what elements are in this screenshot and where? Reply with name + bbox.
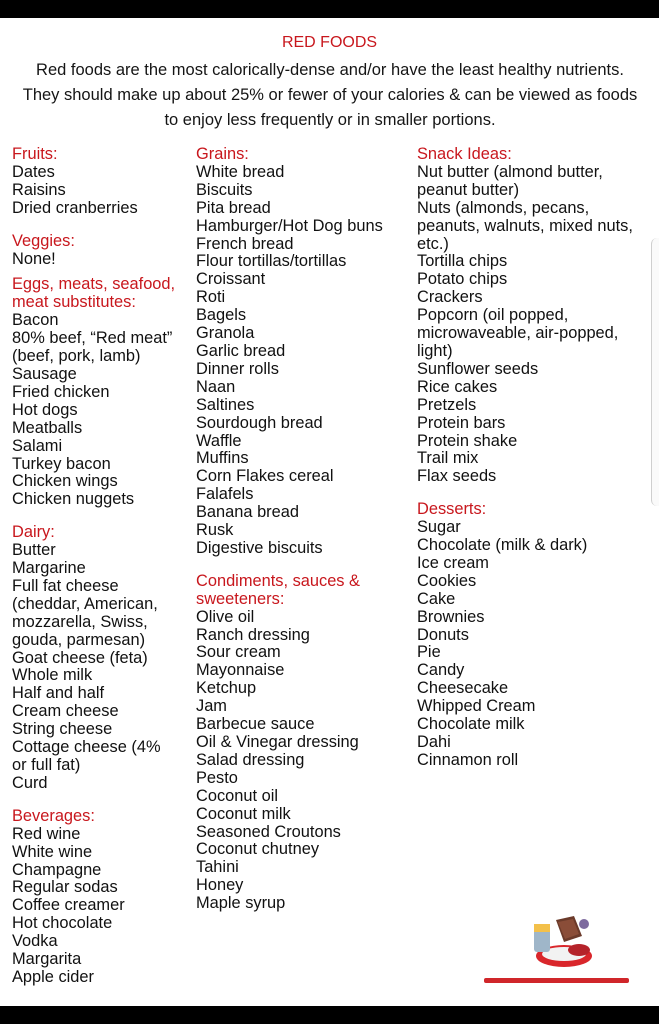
list-item: Butter [12, 541, 56, 560]
list-item: Flour tortillas/tortillas [196, 252, 347, 271]
page-title: RED FOODS [281, 34, 378, 51]
section-grains [196, 146, 416, 558]
list-item: Rice cakes [417, 377, 498, 396]
list-item: Turkey bacon [12, 454, 111, 473]
list-item: Jam [196, 697, 227, 716]
list-item: Bacon [12, 311, 59, 330]
food-plate-icon [524, 906, 596, 972]
list-item: Cinnamon roll [417, 750, 519, 769]
list-item: Digestive biscuits [196, 538, 323, 557]
section-desserts [417, 501, 657, 770]
list-item: Meatballs [12, 418, 83, 437]
list-item: Ice cream [417, 553, 489, 572]
list-item: White wine [12, 842, 93, 861]
list-item: Honey [196, 876, 244, 895]
section-heading: Eggs, meats, seafood, [12, 275, 176, 294]
list-item: Garlic bread [196, 341, 286, 360]
list-item: Hot chocolate [12, 914, 113, 933]
list-item: mozzarella, Swiss, [12, 612, 148, 631]
list-item: Pita bread [196, 198, 271, 217]
list-item: Cream cheese [12, 702, 119, 721]
list-item: Cookies [417, 571, 477, 590]
list-item: Bagels [196, 306, 247, 325]
list-item: Hot dogs [12, 400, 78, 419]
list-item: Nut butter (almond butter, [417, 162, 603, 181]
list-item: Nuts (almonds, pecans, [417, 198, 590, 217]
list-item: or full fat) [12, 756, 81, 774]
list-item: Trail mix [417, 449, 479, 468]
list-item: Dates [12, 162, 55, 181]
list-item: Champagne [12, 860, 102, 879]
list-item: Pesto [196, 768, 238, 787]
list-item: Sourdough bread [196, 413, 323, 432]
list-item: Mayonnaise [196, 661, 285, 680]
list-item: French bread [196, 234, 294, 253]
list-item: Falafels [196, 485, 254, 504]
section-heading: Dairy: [12, 523, 55, 542]
section-veggies [12, 233, 192, 269]
list-item: Cheesecake [417, 679, 509, 698]
column-3 [417, 146, 657, 770]
list-item: Seasoned Croutons [196, 822, 341, 841]
list-item: Donuts [417, 625, 469, 644]
list-item: Whipped Cream [417, 697, 536, 716]
list-item: Crackers [417, 288, 483, 307]
decorative-red-line [484, 978, 629, 983]
list-item: Chocolate milk [417, 715, 525, 734]
list-item: Cake [417, 589, 456, 608]
list-item: Maple syrup [196, 894, 286, 913]
list-item: Sunflower seeds [417, 359, 539, 378]
section-heading: Condiments, sauces & [196, 571, 360, 590]
list-item: Saltines [196, 395, 255, 414]
section-beverages [12, 808, 192, 987]
list-item: peanut butter) [417, 180, 520, 199]
list-item: Brownies [417, 607, 485, 626]
list-item: microwaveable, air-popped, [417, 324, 619, 343]
list-item: None! [12, 249, 56, 268]
list-item: Roti [196, 288, 226, 307]
list-item: 80% beef, “Red meat” [12, 329, 173, 348]
list-item: Fried chicken [12, 382, 110, 401]
list-item: Margarita [12, 950, 82, 969]
list-item: Curd [12, 773, 48, 792]
list-item: Flax seeds [417, 467, 497, 486]
bottom-bar [0, 1006, 659, 1024]
section-snack-ideas [417, 146, 657, 486]
list-item: gouda, parmesan) [12, 630, 146, 649]
list-item: Tortilla chips [417, 252, 508, 271]
list-item: Waffle [196, 431, 242, 450]
list-item: Vodka [12, 932, 58, 951]
list-item: Apple cider [12, 967, 95, 986]
section-dairy [12, 524, 192, 793]
section-eggs-meats [12, 276, 192, 509]
list-item: Chocolate (milk & dark) [417, 536, 588, 555]
list-item: Muffins [196, 449, 249, 468]
list-item: Red wine [12, 824, 81, 843]
list-item: Coffee creamer [12, 896, 125, 915]
list-item: Pie [417, 643, 441, 662]
list-item: Salami [12, 436, 63, 455]
section-condiments [196, 573, 416, 913]
list-item: Tahini [196, 858, 239, 877]
section-heading: Desserts: [417, 500, 487, 519]
list-item: Chicken wings [12, 472, 118, 491]
section-heading: Snack Ideas: [417, 145, 512, 163]
list-item: String cheese [12, 720, 113, 739]
list-item: Dinner rolls [196, 359, 279, 378]
list-item: Naan [196, 377, 236, 396]
list-item: Ketchup [196, 679, 257, 698]
list-item: Coconut chutney [196, 840, 320, 859]
list-item: Goat cheese (feta) [12, 648, 148, 667]
list-item: Regular sodas [12, 878, 118, 897]
list-item: Salad dressing [196, 750, 305, 769]
list-item: Potato chips [417, 270, 508, 289]
list-item: White bread [196, 162, 285, 181]
section-fruits [12, 146, 192, 218]
intro-paragraph: Red foods are the most calorically-dense and/or have the least healthy nutrients. They should make up about 25% or fewer of your calories & can be viewed as foods to enjoy less frequently or in smaller portions. [22, 61, 638, 129]
list-item: Croissant [196, 270, 266, 289]
top-status-bar [0, 0, 659, 18]
list-item: Popcorn (oil popped, [417, 306, 569, 325]
list-item: Coconut milk [196, 804, 291, 823]
list-item: Coconut oil [196, 786, 279, 805]
list-item: (cheddar, American, [12, 594, 158, 613]
scroll-handle[interactable] [651, 238, 659, 506]
list-item: (beef, pork, lamb) [12, 347, 141, 366]
list-item: Barbecue sauce [196, 715, 315, 734]
column-2 [196, 146, 416, 913]
list-item: Sausage [12, 364, 77, 383]
list-item: light) [417, 341, 453, 360]
list-item: Half and half [12, 684, 105, 703]
list-item: Pretzels [417, 395, 477, 414]
list-item: Sugar [417, 518, 461, 537]
list-item: Granola [196, 324, 255, 343]
section-heading: Beverages: [12, 806, 95, 825]
list-item: peanuts, walnuts, mixed nuts, [417, 216, 633, 235]
list-item: Olive oil [196, 607, 255, 626]
list-item: Dahi [417, 733, 451, 751]
list-item: Protein bars [417, 413, 506, 432]
section-heading: Grains: [196, 145, 249, 163]
list-item: Sour cream [196, 643, 281, 662]
list-item: Protein shake [417, 431, 518, 450]
section-heading: sweeteners: [196, 589, 285, 608]
list-item: Banana bread [196, 503, 299, 522]
list-item: Corn Flakes cereal [196, 467, 334, 486]
list-item: Hamburger/Hot Dog buns [196, 216, 383, 235]
list-item: Whole milk [12, 666, 93, 685]
list-item: Candy [417, 661, 465, 680]
list-item: Margarine [12, 559, 86, 578]
section-heading: meat substitutes: [12, 293, 136, 312]
list-item: Rusk [196, 521, 234, 540]
section-heading: Fruits: [12, 145, 58, 163]
list-item: etc.) [417, 234, 449, 253]
list-item: Full fat cheese [12, 576, 119, 595]
list-item: Raisins [12, 180, 66, 199]
column-1 [12, 146, 192, 987]
list-item: Biscuits [196, 180, 253, 199]
list-item: Oil & Vinegar dressing [196, 733, 359, 751]
list-item: Cottage cheese (4% [12, 738, 161, 757]
list-item: Dried cranberries [12, 198, 138, 217]
list-item: Chicken nuggets [12, 490, 135, 509]
section-heading: Veggies: [12, 231, 75, 250]
list-item: Ranch dressing [196, 625, 310, 644]
